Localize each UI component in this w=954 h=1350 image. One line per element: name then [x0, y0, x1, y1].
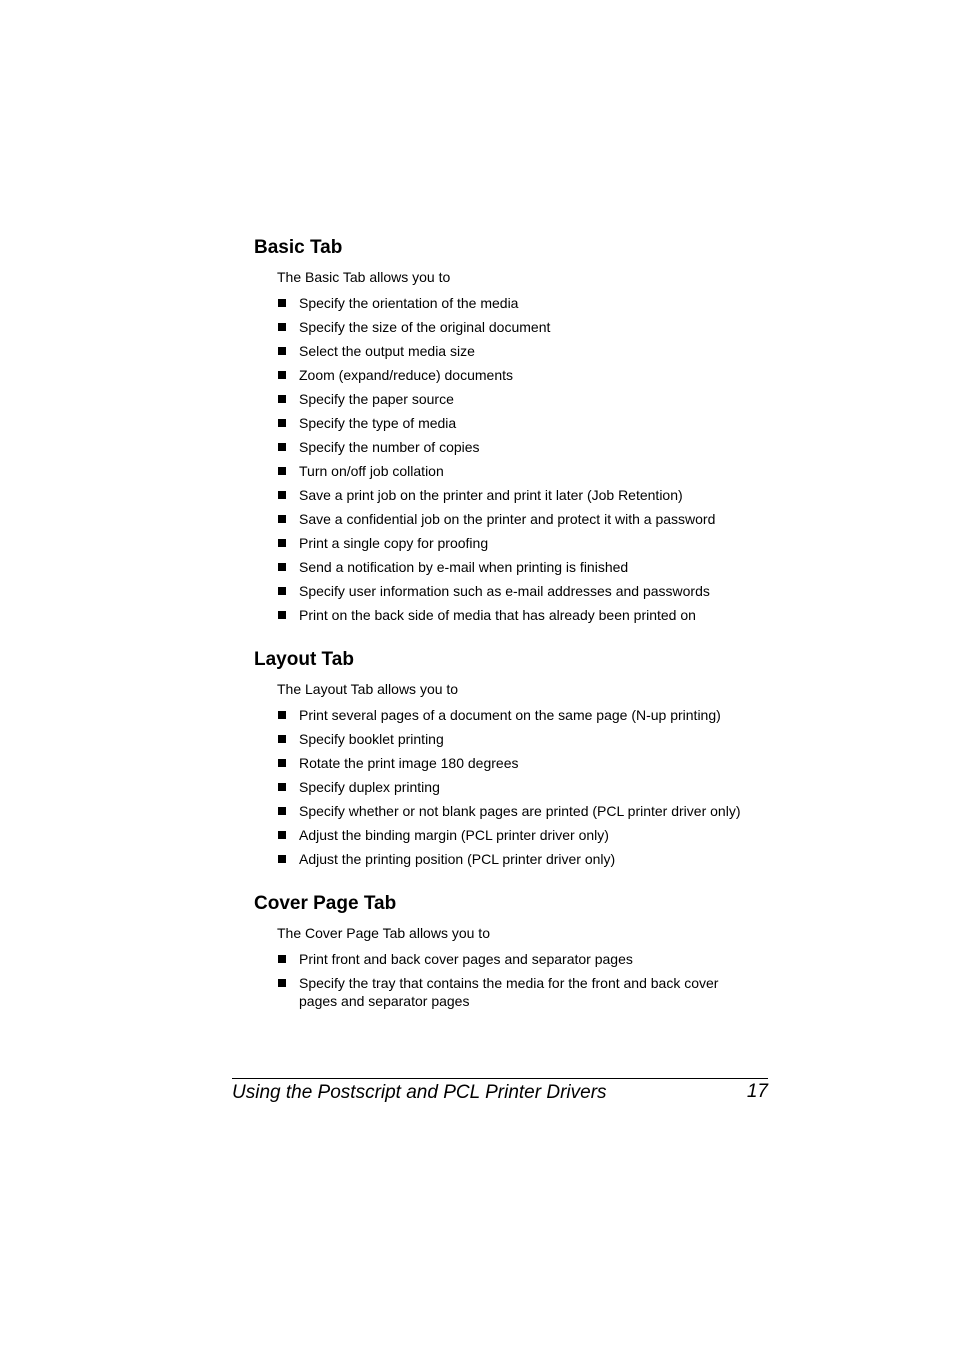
page-number: 17: [746, 1081, 768, 1102]
square-bullet-icon: [278, 955, 286, 963]
list-item: [277, 414, 777, 432]
square-bullet-icon: [278, 299, 286, 307]
square-bullet-icon: [278, 467, 286, 475]
list-item: [277, 730, 777, 748]
list-item-text: Specify the type of media: [299, 415, 457, 431]
list-item-text: Turn on/off job collation: [299, 463, 444, 479]
square-bullet-icon: [278, 323, 286, 331]
page-footer: [232, 1078, 768, 1103]
square-bullet-icon: [278, 563, 286, 571]
list-item-text: Send a notification by e-mail when printing is finished: [299, 559, 629, 575]
square-bullet-icon: [278, 515, 286, 523]
list-item-text: Specify the number of copies: [299, 439, 480, 455]
list-item: [277, 390, 777, 408]
list-item: [277, 318, 777, 336]
list-item-text: Rotate the print image 180 degrees: [299, 755, 519, 771]
list-item: [277, 706, 777, 724]
list-item-text: Save a print job on the printer and print it later (Job Retention): [299, 487, 683, 503]
section-intro: The Layout Tab allows you to: [277, 681, 459, 697]
square-bullet-icon: [278, 443, 286, 451]
list-item: [277, 462, 777, 480]
list-item-text: Specify the tray that contains the media for the front and back cover pages and separator pages: [299, 975, 719, 1009]
list-item: [277, 486, 777, 504]
list-item-text: Print several pages of a document on the same page (N-up printing): [299, 707, 721, 723]
square-bullet-icon: [278, 979, 286, 987]
square-bullet-icon: [278, 539, 286, 547]
square-bullet-icon: [278, 371, 286, 379]
square-bullet-icon: [278, 783, 286, 791]
list-item: [277, 366, 777, 384]
bullet-list: [277, 294, 777, 630]
list-item: [277, 438, 777, 456]
list-item-text: Specify the orientation of the media: [299, 295, 519, 311]
list-item-text: Select the output media size: [299, 343, 475, 359]
section-intro: The Cover Page Tab allows you to: [277, 925, 490, 941]
list-item-text: Print front and back cover pages and separator pages: [299, 951, 633, 967]
list-item-text: Specify user information such as e-mail addresses and passwords: [299, 583, 710, 599]
section-heading: Layout Tab: [254, 649, 354, 670]
list-item-text: Print on the back side of media that has already been printed on: [299, 607, 696, 623]
list-item: [277, 974, 737, 1010]
footer-title: Using the Postscript and PCL Printer Drivers: [232, 1082, 607, 1103]
list-item: [277, 826, 777, 844]
square-bullet-icon: [278, 855, 286, 863]
list-item-text: Specify duplex printing: [299, 779, 440, 795]
list-item-text: Adjust the binding margin (PCL printer driver only): [299, 827, 609, 843]
list-item: [277, 802, 777, 820]
square-bullet-icon: [278, 807, 286, 815]
square-bullet-icon: [278, 759, 286, 767]
section-layout-tab: [254, 649, 774, 867]
list-item: [277, 534, 777, 552]
section-heading: Basic Tab: [254, 237, 343, 258]
square-bullet-icon: [278, 587, 286, 595]
list-item-text: Specify the paper source: [299, 391, 454, 407]
section-heading: Cover Page Tab: [254, 893, 397, 914]
list-item: [277, 778, 777, 796]
list-item-text: Zoom (expand/reduce) documents: [299, 367, 513, 383]
section-cover-page-tab: [254, 893, 774, 1009]
square-bullet-icon: [278, 831, 286, 839]
section-intro: The Basic Tab allows you to: [277, 269, 451, 285]
square-bullet-icon: [278, 611, 286, 619]
square-bullet-icon: [278, 711, 286, 719]
list-item: [277, 294, 777, 312]
list-item: [277, 558, 777, 576]
list-item: [277, 342, 777, 360]
list-item-text: Specify the size of the original document: [299, 319, 551, 335]
bullet-list: [277, 706, 777, 874]
list-item: [277, 950, 737, 968]
square-bullet-icon: [278, 735, 286, 743]
square-bullet-icon: [278, 419, 286, 427]
list-item-text: Specify booklet printing: [299, 731, 444, 747]
list-item: [277, 606, 777, 624]
list-item-text: Specify whether or not blank pages are printed (PCL printer driver only): [299, 803, 741, 819]
list-item: [277, 850, 777, 868]
list-item-text: Print a single copy for proofing: [299, 535, 489, 551]
square-bullet-icon: [278, 347, 286, 355]
square-bullet-icon: [278, 395, 286, 403]
list-item-text: Adjust the printing position (PCL printer driver only): [299, 851, 616, 867]
list-item: [277, 510, 777, 528]
square-bullet-icon: [278, 491, 286, 499]
section-basic-tab: [254, 237, 774, 623]
bullet-list: [277, 950, 737, 1016]
list-item: [277, 582, 777, 600]
list-item-text: Save a confidential job on the printer and protect it with a password: [299, 511, 716, 527]
list-item: [277, 754, 777, 772]
